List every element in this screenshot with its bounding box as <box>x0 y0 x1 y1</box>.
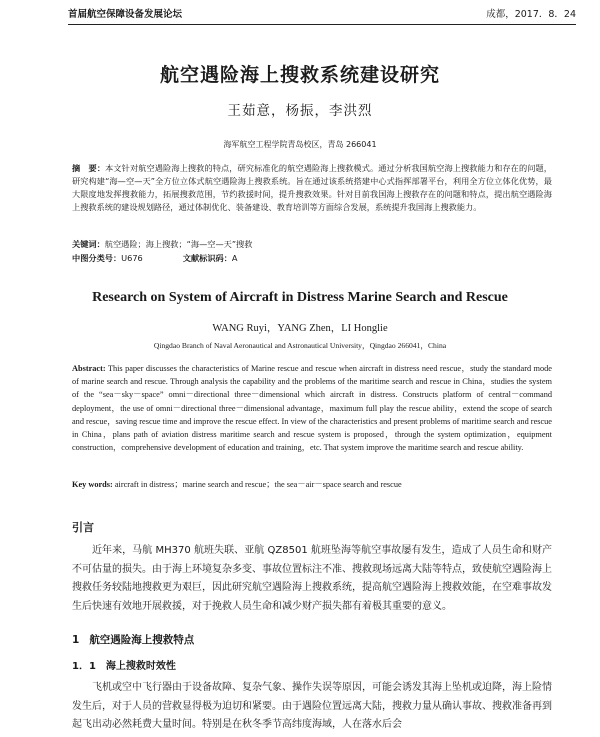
abstract-cn-label: 摘 要： <box>72 163 106 173</box>
intro-heading: 引言 <box>72 521 94 534</box>
keywords-cn-text: 航空遇险；海上搜救；“海—空—天”搜救 <box>104 239 253 249</box>
clc-value: U676 <box>121 253 143 263</box>
classification-cn <box>72 252 552 264</box>
title-en: Research on System of Aircraft in Distress Marine Search and Rescue <box>92 290 508 305</box>
keywords-cn-label: 关键词： <box>72 239 105 249</box>
section-1-1-heading <box>72 657 176 672</box>
doc-code-label: 文献标识码： <box>182 253 232 263</box>
abstract-cn <box>72 162 552 214</box>
affiliation-cn: 海军航空工程学院青岛校区，青岛 266041 <box>223 140 377 149</box>
affiliation-en: Qingdao Branch of Naval Aeronautical and Astronautical University，Qingdao 266041，China <box>153 341 447 350</box>
authors-en: WANG Ruyi，YANG Zhen，LI Honglie <box>212 323 388 334</box>
keywords-en <box>72 479 552 491</box>
section-1-title: 航空遇险海上搜救特点 <box>89 634 195 646</box>
section-1-number: 1 <box>72 634 80 646</box>
section-1-heading <box>72 632 194 647</box>
header-rule <box>68 24 576 25</box>
keywords-en-text: aircraft in distress；marine search and rescue；the sea－air－space search and rescue <box>114 480 402 489</box>
doc-code-value: A <box>231 253 238 263</box>
running-header <box>68 8 576 22</box>
intro-paragraph: 近年来，马航 MH370 航班失联、亚航 QZ8501 航班坠海等航空事故屡有发生，造成了人员生命和财产不可估量的损失。由于海上环境复杂多变、事故位置标注不准、搜救现场远离大陆等特点，致使航空遇险海上搜救任务较陆地搜救更为艰巨，因此研究航空遇险海上搜救系统，提高航空遇险海上搜救效能，在空难事故发生后快速有效地开展救援，对于挽救人员生命和减少财产损失都有着极其重要的意义。 <box>72 545 552 612</box>
header-journal: 首届航空保障设备发展论坛 <box>68 9 183 20</box>
abstract-en-label: Abstract: <box>72 364 106 373</box>
clc-label: 中图分类号： <box>72 253 122 263</box>
authors-cn: 王茹意，杨振，李洪烈 <box>227 103 373 119</box>
abstract-en <box>72 362 552 454</box>
header-location-date: 成都，2017．8．24 <box>486 9 576 20</box>
section-1-1-number: 1．1 <box>72 661 96 672</box>
abstract-cn-text: 本文针对航空遇险海上搜救的特点，研究标准化的航空遇险海上搜救模式。通过分析我国航空海上搜救能力和存在的问题，研究构建“海—空—天”全方位立体式航空遇险海上搜救系统。旨在通过该系统搭建中心式指挥部署平台，利用全方位立体化优势，最大限度地发挥搜救能力，拓展搜救范围，节约救援时间，提升搜救效果。针对目前我国海上搜救存在的问题和特点，提出航空遇险海上搜救系统的建设规划路径，通过体制优化、装备建设、教育培训等方面综合发展，系统提升我国海上搜救能力。 <box>72 163 552 212</box>
title-cn: 航空遇险海上搜救系统建设研究 <box>159 64 440 86</box>
keywords-en-label: Key words: <box>72 480 113 489</box>
abstract-en-text: This paper discusses the characteristics of Marine rescue and rescue when aircraft in distress need rescue，study the standard mode of marine search and rescue. Through analysis the capability and the problems of the maritime search and rescue in China，studies the system of the “sea－sky－space” omni－directional three－dimensional which aircraft in distress. Constructs platform of central－command deployment，the use of omni－directional three－dimensional advantage，maximum full play the rescue ability，extend the scope of search and rescue，saving rescue time and improve the rescue effect. In view of the characteristics and present problems of maritime search and rescue in China，plans path of aviation distress maritime search and rescue system is proposed，through the system optimization，equipment construction，comprehensive development of education and training，etc. That system improve the maritime search and rescue ability. <box>72 364 552 453</box>
section-1-1-paragraph: 飞机或空中飞行器由于设备故障、复杂气象、操作失误等原因，可能会诱发其海上坠机或迫降，海上险情发生后，对于人员的营救显得极为迫切和紧要。由于遇险位置远离大陆，搜救力量从确认事故、搜救准备再到起飞出动必然耗费大量时间。特别是在秋冬季节高纬度海域，人在落水后会 <box>72 682 552 730</box>
keywords-cn <box>72 238 552 250</box>
section-1-1-title: 海上搜救时效性 <box>105 661 176 672</box>
